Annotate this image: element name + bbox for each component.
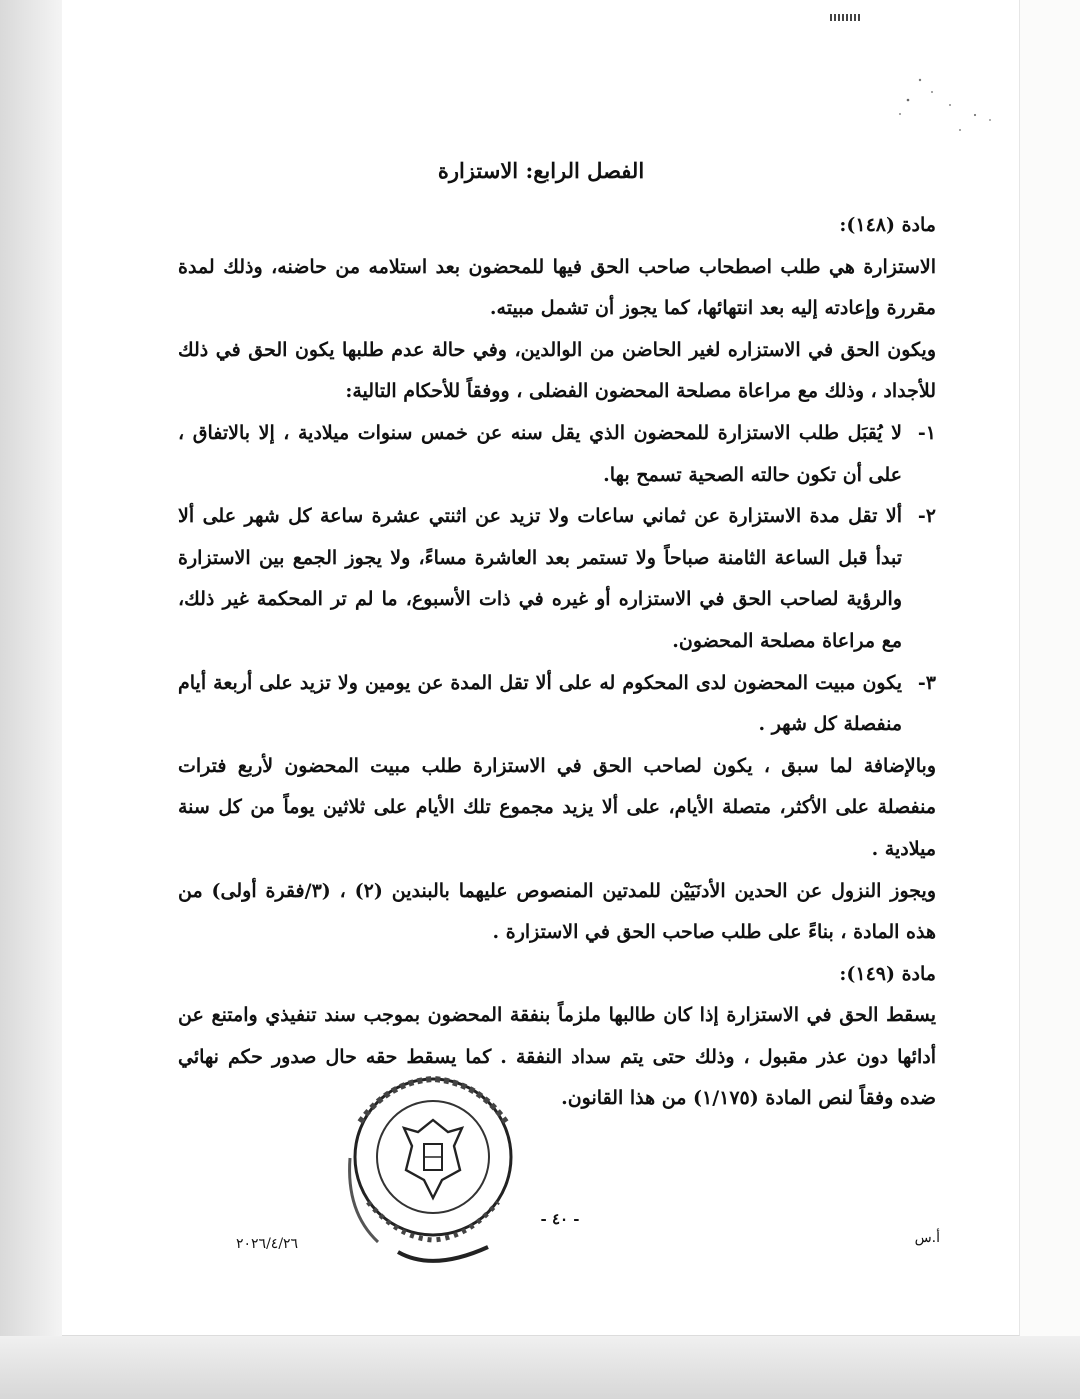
article-149-heading: مادة (١٤٩):	[839, 962, 936, 985]
article-148-item-1	[178, 413, 936, 496]
item-number: ١-	[917, 421, 936, 444]
article-148-paragraph-4: ويجوز النزول عن الحدين الأدنَيَيْن للمدتين المنصوص عليهما بالبندين (٢) ، (٣/فقرة أولى) من هذه المادة ، بناءً على طلب صاحب الحق في الاستزارة .	[178, 879, 937, 944]
article-148-paragraph-2: ويكون الحق في الاستزاره لغير الحاضن من الوالدين، وفي حالة عدم طلبها يكون الحق في ذلك للأجداد ، وذلك مع مراعاة مصلحة المحضون الفضلى ، ووفقاً للأحكام التالية:	[178, 338, 936, 403]
scan-left-shadow	[0, 0, 62, 1399]
item-text: لا يُقبَل طلب الاستزارة للمحضون الذي يقل سنه عن خمس سنوات ميلادية ، إلا بالاتفاق ، على أن تكون حالته الصحية تسمح بها.	[178, 421, 902, 486]
author-initials: أ.س	[914, 1230, 940, 1246]
item-text: يكون مبيت المحضون لدى المحكوم له على ألا تقل المدة عن يومين ولا تزيد على أربعة أيام منفصلة كل شهر .	[178, 671, 902, 736]
article-149-paragraph-1: يسقط الحق في الاستزارة إذا كان طالبها ملزماً بنفقة المحضون بموجب سند تنفيذي وامتنع عن أدائها دون عذر مقبول ، وذلك حتى يتم سداد النفقة . كما يسقط حقه حال صدور حكم نهائي ضده وفقاً لنص المادة (١/١٧٥) من هذا القانون.	[178, 1004, 936, 1110]
article-148-item-3	[178, 663, 936, 746]
article-148-heading: مادة (١٤٨):	[839, 214, 936, 236]
document-date: ٢٠٢٦/٤/٢٦	[236, 1236, 299, 1252]
scan-barcode-mark	[830, 14, 862, 21]
official-seal	[338, 1062, 528, 1272]
item-number: ٣-	[917, 671, 936, 694]
page-number: - ٤٠ -	[540, 1210, 580, 1228]
article-148-paragraph-3: وبالإضافة لما سبق ، يكون لصاحب الحق في الاستزارة طلب مبيت المحضون لأربع فترات منفصلة على الأكثر، متصلة الأيام، على ألا يزيد مجموع تلك الأيام على ثلاثين يوماً من كل سنة ميلادية .	[178, 754, 936, 860]
article-148-paragraph-1: الاستزارة هي طلب اصطحاب صاحب الحق فيها للمحضون بعد استلامه من حاضنه، وذلك لمدة مقررة وإعادته إليه بعد انتهائها، كما يجوز أن تشمل مبيته.	[178, 255, 936, 320]
scan-bottom-shadow	[0, 1336, 1080, 1399]
chapter-title: الفصل الرابع: الاستزارة	[437, 158, 645, 183]
scan-specks	[880, 70, 1010, 150]
item-text: ألا تقل مدة الاستزارة عن ثماني ساعات ولا تزيد عن اثنتي عشرة ساعة كل شهر على ألا تبدأ قبل الساعة الثامنة صباحاً ولا تستمر بعد العاشرة مساءً، ولا يجوز الجمع بين الاستزارة والرؤية لصاحب الحق في الاستزاره أو غيره في ذات الأسبوع، ما لم تر المحكمة غير ذلك، مع مراعاة مصلحة المحضون.	[178, 505, 902, 652]
item-number: ٢-	[917, 505, 936, 528]
article-148-item-2	[178, 496, 936, 662]
document-body	[178, 205, 936, 1120]
